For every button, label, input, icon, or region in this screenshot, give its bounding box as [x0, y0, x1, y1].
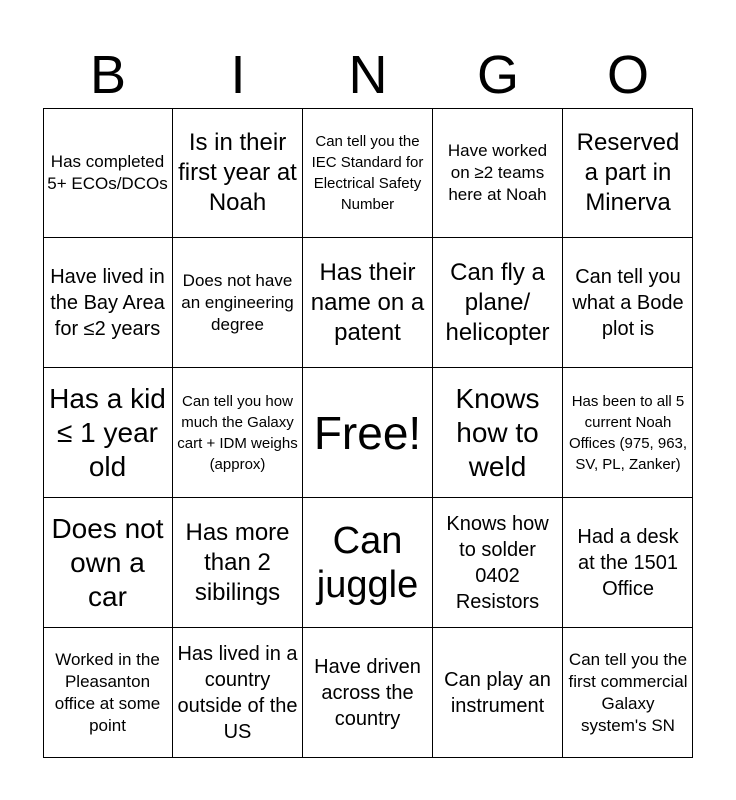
cell-text: Has a kid ≤ 1 year old: [49, 382, 166, 482]
free-space[interactable]: [303, 368, 433, 498]
cell-text: Can fly a plane/ helicopter: [445, 258, 550, 346]
cell-text: Can play an instrument: [444, 669, 551, 717]
bingo-cell[interactable]: [303, 498, 433, 628]
cell-text: Can tell you the first commercial Galaxy system's SN: [568, 650, 688, 735]
bingo-grid: [43, 108, 693, 758]
header-letter-i: I: [230, 45, 246, 105]
bingo-cell[interactable]: [173, 238, 303, 368]
bingo-cell[interactable]: [43, 368, 173, 498]
bingo-cell[interactable]: [563, 628, 693, 758]
cell-text: Had a desk at the 1501 Office: [577, 525, 679, 600]
bingo-cell[interactable]: [43, 628, 173, 758]
bingo-cell[interactable]: [43, 498, 173, 628]
bingo-cell[interactable]: [433, 238, 563, 368]
bingo-cell[interactable]: [563, 498, 693, 628]
bingo-cell[interactable]: [563, 368, 693, 498]
bingo-cell[interactable]: [303, 108, 433, 238]
bingo-cell[interactable]: [433, 498, 563, 628]
cell-text: Free!: [313, 406, 422, 459]
cell-text: Has their name on a patent: [310, 258, 425, 346]
cell-text: Have lived in the Bay Area for ≤2 years: [50, 265, 165, 340]
bingo-cell[interactable]: [173, 628, 303, 758]
cell-text: Has lived in a country outside of the US: [177, 643, 298, 743]
cell-text: Has completed 5+ ECOs/DCOs: [47, 151, 168, 193]
cell-text: Can tell you how much the Galaxy cart + IDM weighs (approx): [177, 392, 298, 473]
cell-text: Is in their first year at Noah: [178, 128, 297, 216]
bingo-cell[interactable]: [433, 108, 563, 238]
cell-text: Has been to all 5 current Noah Offices (975, 963, SV, PL, Zanker): [568, 392, 688, 473]
header-letter-g: G: [476, 45, 519, 105]
bingo-cell[interactable]: [563, 238, 693, 368]
cell-text: Does not own a car: [51, 512, 164, 612]
cell-text: Can juggle: [316, 519, 419, 606]
cell-text: Worked in the Pleasanton office at some point: [54, 650, 161, 735]
cell-text: Has more than 2 sibilings: [185, 518, 290, 606]
bingo-cell[interactable]: [303, 628, 433, 758]
cell-text: Have driven across the country: [314, 656, 421, 730]
bingo-cell[interactable]: [303, 238, 433, 368]
header-letter-b: B: [89, 45, 127, 105]
bingo-cell[interactable]: [173, 368, 303, 498]
bingo-cell[interactable]: [433, 628, 563, 758]
header-letter-o: O: [606, 45, 649, 105]
bingo-header: [43, 42, 693, 108]
cell-text: Can tell you the IEC Standard for Electrical Safety Number: [311, 132, 424, 213]
bingo-cell[interactable]: [173, 108, 303, 238]
cell-text: Knows how to solder 0402 Resistors: [446, 512, 549, 613]
bingo-cell[interactable]: [173, 498, 303, 628]
header-letter-n: N: [348, 45, 388, 105]
cell-text: Can tell you what a Bode plot is: [572, 265, 684, 340]
bingo-cell[interactable]: [43, 108, 173, 238]
cell-text: Reserved a part in Minerva: [576, 128, 680, 216]
cell-text: Does not have an engineering degree: [181, 270, 294, 334]
bingo-cell[interactable]: [433, 368, 563, 498]
cell-text: Have worked on ≥2 teams here at Noah: [447, 140, 548, 204]
bingo-cell[interactable]: [43, 238, 173, 368]
bingo-cell[interactable]: [563, 108, 693, 238]
cell-text: Knows how to weld: [455, 382, 540, 482]
